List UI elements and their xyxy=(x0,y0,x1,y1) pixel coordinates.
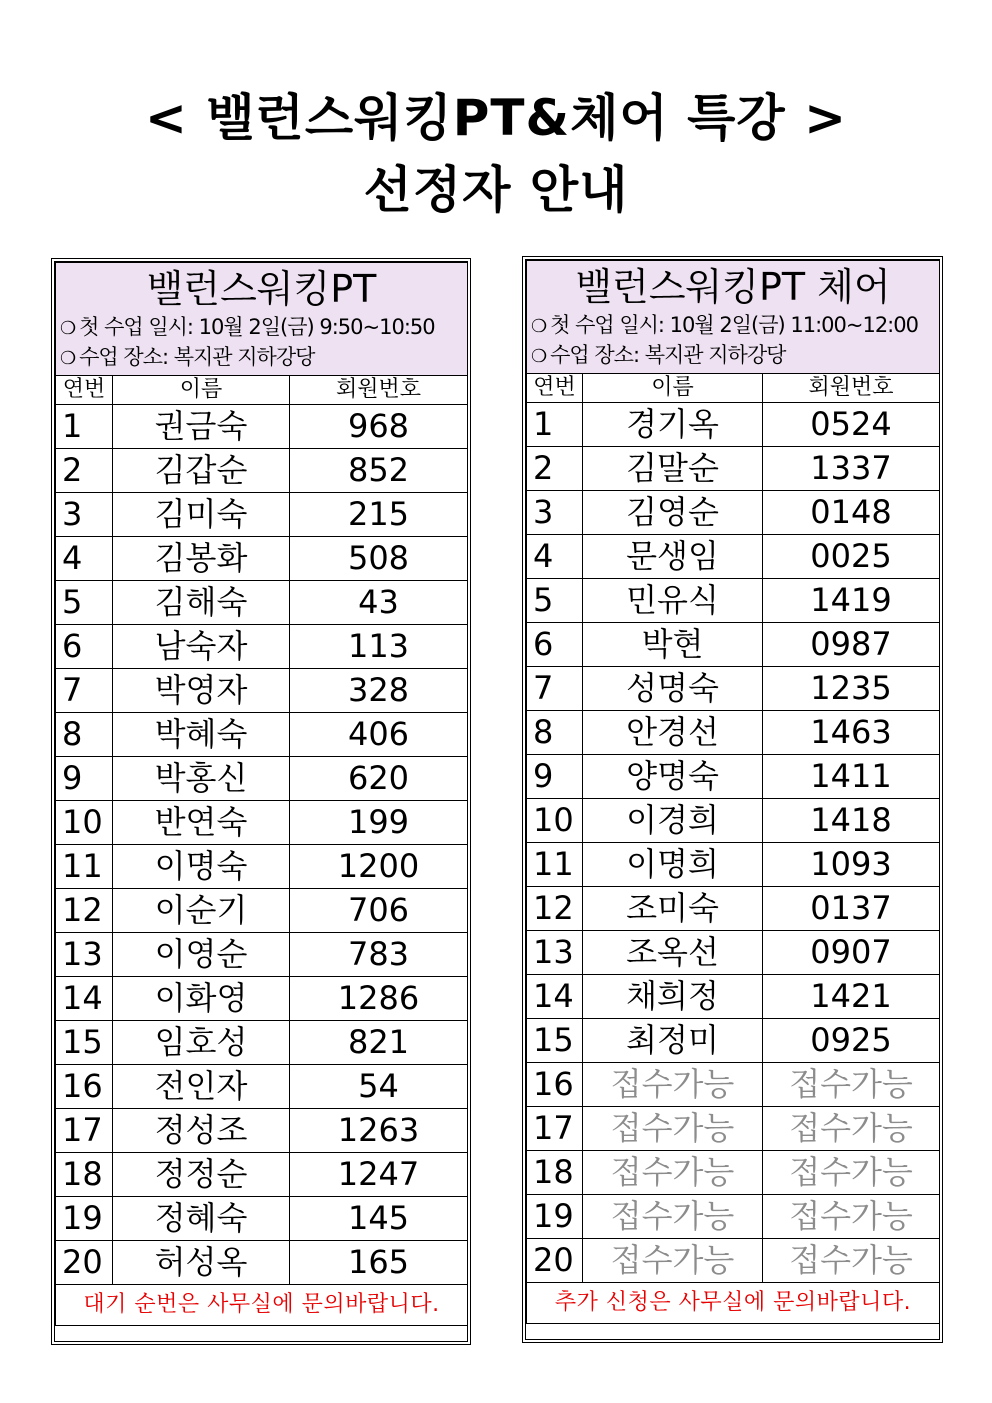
row-number: 14 xyxy=(527,975,583,1019)
member-name: 안경선 xyxy=(583,711,763,755)
row-number: 16 xyxy=(527,1063,583,1107)
member-name: 이화영 xyxy=(113,977,290,1021)
table-row xyxy=(527,579,940,623)
table-row xyxy=(527,1151,940,1195)
member-name: 남숙자 xyxy=(113,625,290,669)
left-roster-panel xyxy=(51,258,471,1345)
row-number: 4 xyxy=(56,537,113,581)
table-row xyxy=(56,669,468,713)
member-name: 임호성 xyxy=(113,1021,290,1065)
location-text: 수업 장소: 복지관 지하강당 xyxy=(79,345,315,369)
table-row xyxy=(527,447,940,491)
row-number: 15 xyxy=(56,1021,113,1065)
row-number: 2 xyxy=(527,447,583,491)
column-header-row xyxy=(56,376,468,405)
first-class-text: 첫 수업 일시: 10월 2일(금) 11:00~12:00 xyxy=(550,313,918,337)
member-id: 0925 xyxy=(763,1019,940,1063)
member-id: 접수가능 xyxy=(763,1239,940,1283)
table-row xyxy=(527,887,940,931)
member-name: 문생임 xyxy=(583,535,763,579)
program-header xyxy=(56,263,468,376)
member-id: 706 xyxy=(290,889,468,933)
member-name: 접수가능 xyxy=(583,1195,763,1239)
member-id: 0524 xyxy=(763,403,940,447)
table-row xyxy=(56,581,468,625)
column-header-row xyxy=(527,374,940,403)
row-number: 18 xyxy=(56,1153,113,1197)
table-row xyxy=(56,537,468,581)
member-id: 0025 xyxy=(763,535,940,579)
member-id: 821 xyxy=(290,1021,468,1065)
location-text: 수업 장소: 복지관 지하강당 xyxy=(550,343,786,367)
column-header-member-id: 회원번호 xyxy=(763,374,940,403)
row-number: 20 xyxy=(527,1239,583,1283)
member-name: 조옥선 xyxy=(583,931,763,975)
table-row xyxy=(56,493,468,537)
row-number: 17 xyxy=(56,1109,113,1153)
table-row xyxy=(527,1239,940,1283)
member-id: 199 xyxy=(290,801,468,845)
member-id: 328 xyxy=(290,669,468,713)
member-name: 양명숙 xyxy=(583,755,763,799)
member-name: 이명숙 xyxy=(113,845,290,889)
row-number: 6 xyxy=(56,625,113,669)
row-number: 11 xyxy=(56,845,113,889)
table-row xyxy=(56,713,468,757)
row-number: 1 xyxy=(56,405,113,449)
row-number: 1 xyxy=(527,403,583,447)
member-name: 접수가능 xyxy=(583,1239,763,1283)
member-name: 경기옥 xyxy=(583,403,763,447)
member-id: 968 xyxy=(290,405,468,449)
row-number: 9 xyxy=(56,757,113,801)
row-number: 10 xyxy=(527,799,583,843)
row-number: 8 xyxy=(56,713,113,757)
column-header-name: 이름 xyxy=(583,374,763,403)
table-row xyxy=(527,1107,940,1151)
right-roster-table xyxy=(526,260,940,1324)
member-id: 1093 xyxy=(763,843,940,887)
row-number: 15 xyxy=(527,1019,583,1063)
row-number: 6 xyxy=(527,623,583,667)
member-id: 165 xyxy=(290,1241,468,1285)
table-row xyxy=(527,711,940,755)
program-header xyxy=(527,261,940,374)
member-name: 김봉화 xyxy=(113,537,290,581)
member-id: 508 xyxy=(290,537,468,581)
table-row xyxy=(527,755,940,799)
member-id: 113 xyxy=(290,625,468,669)
row-number: 14 xyxy=(56,977,113,1021)
member-name: 박홍신 xyxy=(113,757,290,801)
member-id: 1247 xyxy=(290,1153,468,1197)
member-name: 박현 xyxy=(583,623,763,667)
member-name: 조미숙 xyxy=(583,887,763,931)
member-name: 접수가능 xyxy=(583,1151,763,1195)
right-roster-panel xyxy=(522,256,943,1343)
member-name: 박혜숙 xyxy=(113,713,290,757)
member-id: 54 xyxy=(290,1065,468,1109)
member-id: 43 xyxy=(290,581,468,625)
member-id: 접수가능 xyxy=(763,1195,940,1239)
member-id: 0907 xyxy=(763,931,940,975)
member-id: 접수가능 xyxy=(763,1151,940,1195)
bullet-icon: ❍ xyxy=(531,316,547,337)
bullet-icon: ❍ xyxy=(60,318,76,339)
member-id: 1411 xyxy=(763,755,940,799)
member-name: 김영순 xyxy=(583,491,763,535)
page-title: < 밸런스워킹PT&체어 특강 > xyxy=(144,89,848,147)
row-number: 3 xyxy=(527,491,583,535)
table-row xyxy=(527,1019,940,1063)
row-number: 8 xyxy=(527,711,583,755)
bullet-icon: ❍ xyxy=(531,346,547,367)
member-name: 김말순 xyxy=(583,447,763,491)
table-row xyxy=(56,625,468,669)
column-header-member-id: 회원번호 xyxy=(290,376,468,405)
table-row xyxy=(56,845,468,889)
location-info xyxy=(531,341,935,371)
member-name: 성명숙 xyxy=(583,667,763,711)
first-class-text: 첫 수업 일시: 10월 2일(금) 9:50~10:50 xyxy=(79,315,435,339)
member-id: 1263 xyxy=(290,1109,468,1153)
member-name: 민유식 xyxy=(583,579,763,623)
row-number: 2 xyxy=(56,449,113,493)
table-row xyxy=(527,1063,940,1107)
member-name: 정혜숙 xyxy=(113,1197,290,1241)
page-subtitle: 선정자 안내 xyxy=(363,161,629,219)
member-id: 1286 xyxy=(290,977,468,1021)
table-row xyxy=(56,1021,468,1065)
member-name: 김해숙 xyxy=(113,581,290,625)
member-id: 접수가능 xyxy=(763,1107,940,1151)
row-number: 17 xyxy=(527,1107,583,1151)
column-header-name: 이름 xyxy=(113,376,290,405)
table-row xyxy=(56,405,468,449)
row-number: 12 xyxy=(56,889,113,933)
row-number: 5 xyxy=(56,581,113,625)
footer-notice: 대기 순번은 사무실에 문의바랍니다. xyxy=(56,1285,468,1326)
member-name: 김갑순 xyxy=(113,449,290,493)
bullet-icon: ❍ xyxy=(60,348,76,369)
member-id: 406 xyxy=(290,713,468,757)
member-name: 전인자 xyxy=(113,1065,290,1109)
table-row xyxy=(527,535,940,579)
first-class-info xyxy=(531,311,935,341)
member-id: 1463 xyxy=(763,711,940,755)
member-name: 정정순 xyxy=(113,1153,290,1197)
member-id: 접수가능 xyxy=(763,1063,940,1107)
member-name: 허성옥 xyxy=(113,1241,290,1285)
member-id: 0987 xyxy=(763,623,940,667)
table-row xyxy=(56,801,468,845)
row-number: 20 xyxy=(56,1241,113,1285)
program-name: 밸런스워킹PT xyxy=(146,267,377,311)
footer-notice: 추가 신청은 사무실에 문의바랍니다. xyxy=(527,1283,940,1324)
column-header-no: 연번 xyxy=(527,374,583,403)
member-name: 이영순 xyxy=(113,933,290,977)
member-id: 852 xyxy=(290,449,468,493)
member-id: 1235 xyxy=(763,667,940,711)
member-id: 0137 xyxy=(763,887,940,931)
member-name: 박영자 xyxy=(113,669,290,713)
row-number: 12 xyxy=(527,887,583,931)
row-number: 11 xyxy=(527,843,583,887)
member-name: 이명희 xyxy=(583,843,763,887)
row-number: 19 xyxy=(56,1197,113,1241)
row-number: 18 xyxy=(527,1151,583,1195)
member-name: 채희정 xyxy=(583,975,763,1019)
row-number: 10 xyxy=(56,801,113,845)
row-number: 13 xyxy=(527,931,583,975)
table-row xyxy=(56,977,468,1021)
table-row xyxy=(56,1065,468,1109)
table-row xyxy=(56,449,468,493)
first-class-info xyxy=(60,313,463,343)
member-name: 접수가능 xyxy=(583,1107,763,1151)
member-name: 정성조 xyxy=(113,1109,290,1153)
table-row xyxy=(56,1153,468,1197)
member-id: 0148 xyxy=(763,491,940,535)
table-row xyxy=(56,1241,468,1285)
table-row xyxy=(527,623,940,667)
member-id: 215 xyxy=(290,493,468,537)
member-id: 1200 xyxy=(290,845,468,889)
member-name: 권금숙 xyxy=(113,405,290,449)
row-number: 16 xyxy=(56,1065,113,1109)
table-row xyxy=(527,931,940,975)
table-row xyxy=(527,1195,940,1239)
member-id: 1337 xyxy=(763,447,940,491)
table-row xyxy=(56,1109,468,1153)
row-number: 7 xyxy=(56,669,113,713)
table-row xyxy=(527,843,940,887)
table-row xyxy=(56,757,468,801)
row-number: 4 xyxy=(527,535,583,579)
member-name: 반연숙 xyxy=(113,801,290,845)
member-name: 접수가능 xyxy=(583,1063,763,1107)
table-row xyxy=(56,889,468,933)
column-header-no: 연번 xyxy=(56,376,113,405)
row-number: 5 xyxy=(527,579,583,623)
table-row xyxy=(56,933,468,977)
table-row xyxy=(527,799,940,843)
left-roster-table xyxy=(55,262,468,1326)
member-id: 1419 xyxy=(763,579,940,623)
table-row xyxy=(527,491,940,535)
row-number: 9 xyxy=(527,755,583,799)
member-name: 이순기 xyxy=(113,889,290,933)
member-id: 1418 xyxy=(763,799,940,843)
row-number: 19 xyxy=(527,1195,583,1239)
member-name: 최정미 xyxy=(583,1019,763,1063)
member-name: 김미숙 xyxy=(113,493,290,537)
member-id: 1421 xyxy=(763,975,940,1019)
table-row xyxy=(527,403,940,447)
member-id: 783 xyxy=(290,933,468,977)
program-name: 밸런스워킹PT 체어 xyxy=(575,265,891,309)
member-id: 145 xyxy=(290,1197,468,1241)
member-name: 이경희 xyxy=(583,799,763,843)
table-row xyxy=(56,1197,468,1241)
row-number: 7 xyxy=(527,667,583,711)
row-number: 3 xyxy=(56,493,113,537)
row-number: 13 xyxy=(56,933,113,977)
member-id: 620 xyxy=(290,757,468,801)
location-info xyxy=(60,343,463,373)
table-row xyxy=(527,975,940,1019)
table-row xyxy=(527,667,940,711)
